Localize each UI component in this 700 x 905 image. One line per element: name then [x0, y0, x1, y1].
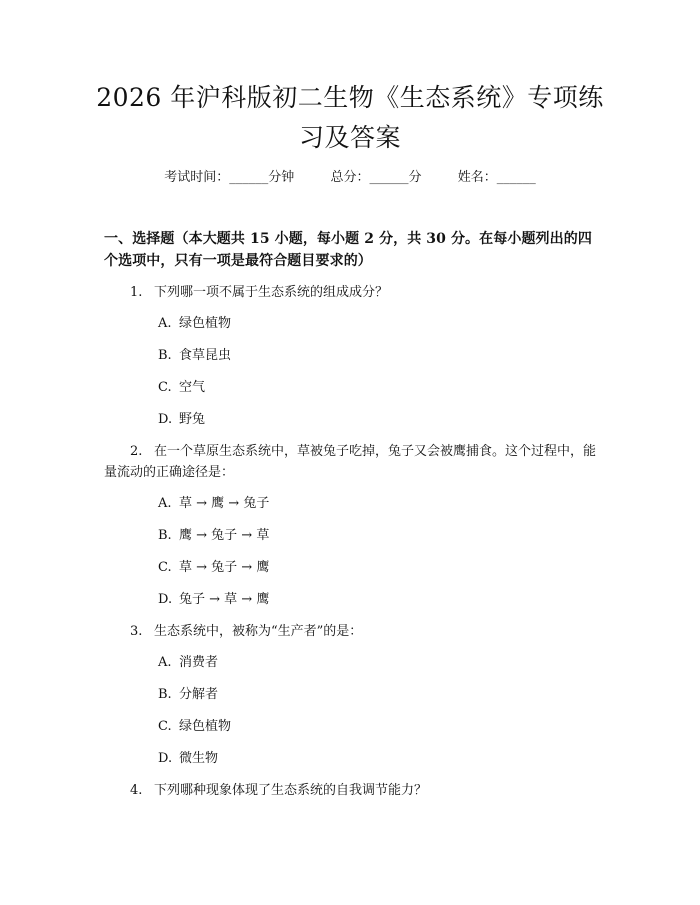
- option-text: 微生物: [179, 751, 219, 766]
- question-number: 4.: [130, 783, 143, 798]
- option-letter: D.: [158, 592, 173, 607]
- option-text: 绿色植物: [179, 719, 232, 734]
- option-letter: A.: [158, 496, 172, 511]
- option-2b: [104, 525, 600, 557]
- question-number: 2.: [130, 444, 143, 459]
- question-text: 生态系统中，被称为“生产者”的是：: [154, 624, 363, 639]
- question-number: 1.: [130, 285, 143, 300]
- option-1c: [104, 377, 600, 409]
- option-text: 空气: [179, 380, 206, 395]
- option-text: 草 → 兔子 → 鹰: [179, 560, 270, 575]
- option-letter: A.: [158, 316, 172, 331]
- question-3: [104, 621, 600, 642]
- option-text: 分解者: [179, 687, 219, 702]
- option-1a: [104, 313, 600, 345]
- option-letter: A.: [158, 655, 172, 670]
- option-letter: C.: [158, 719, 172, 734]
- option-3c: [104, 716, 600, 748]
- option-1d: [104, 409, 600, 441]
- option-3d: [104, 748, 600, 780]
- option-3a: [104, 652, 600, 684]
- option-2c: [104, 557, 600, 589]
- question-number: 3.: [130, 624, 143, 639]
- exam-time-field: 考试时间：______分钟: [164, 170, 295, 185]
- option-text: 食草昆虫: [179, 348, 232, 363]
- option-2d: [104, 589, 600, 621]
- title-line-1: 2026 年沪科版初二生物《生态系统》专项练: [96, 83, 604, 112]
- option-text: 野兔: [179, 412, 206, 427]
- question-1: [104, 282, 600, 303]
- option-letter: C.: [158, 380, 172, 395]
- option-letter: D.: [158, 751, 173, 766]
- option-letter: B.: [158, 528, 172, 543]
- question-text: 下列哪种现象体现了生态系统的自我调节能力？: [154, 783, 428, 798]
- question-text: 在一个草原生态系统中，草被兔子吃掉，兔子又会被鹰捕食。这个过程中，能量流动的正确途径是：: [104, 444, 597, 480]
- section-heading: 一、选择题（本大题共 15 小题，每小题 2 分，共 30 分。在每小题列出的四个选项中，只有一项是最符合题目要求的）: [104, 231, 592, 269]
- option-text: 绿色植物: [179, 316, 232, 331]
- option-text: 消费者: [179, 655, 219, 670]
- question-list: [104, 282, 600, 811]
- question-text: 下列哪一项不属于生态系统的组成成分？: [154, 285, 389, 300]
- option-text: 鹰 → 兔子 → 草: [179, 528, 270, 543]
- option-letter: B.: [158, 687, 172, 702]
- exam-score-field: 总分：______分: [330, 170, 422, 185]
- option-text: 草 → 鹰 → 兔子: [179, 496, 270, 511]
- option-text: 兔子 → 草 → 鹰: [179, 592, 270, 607]
- question-2: [104, 441, 600, 483]
- option-3b: [104, 684, 600, 716]
- question-4: [104, 780, 600, 801]
- title-line-2: 习及答案: [298, 123, 401, 152]
- option-1b: [104, 345, 600, 377]
- option-2a: [104, 493, 600, 525]
- exam-meta: [0, 168, 700, 188]
- option-letter: B.: [158, 348, 172, 363]
- document-title: [80, 78, 620, 158]
- option-letter: D.: [158, 412, 173, 427]
- option-letter: C.: [158, 560, 172, 575]
- exam-name-field: 姓名：______: [457, 170, 536, 185]
